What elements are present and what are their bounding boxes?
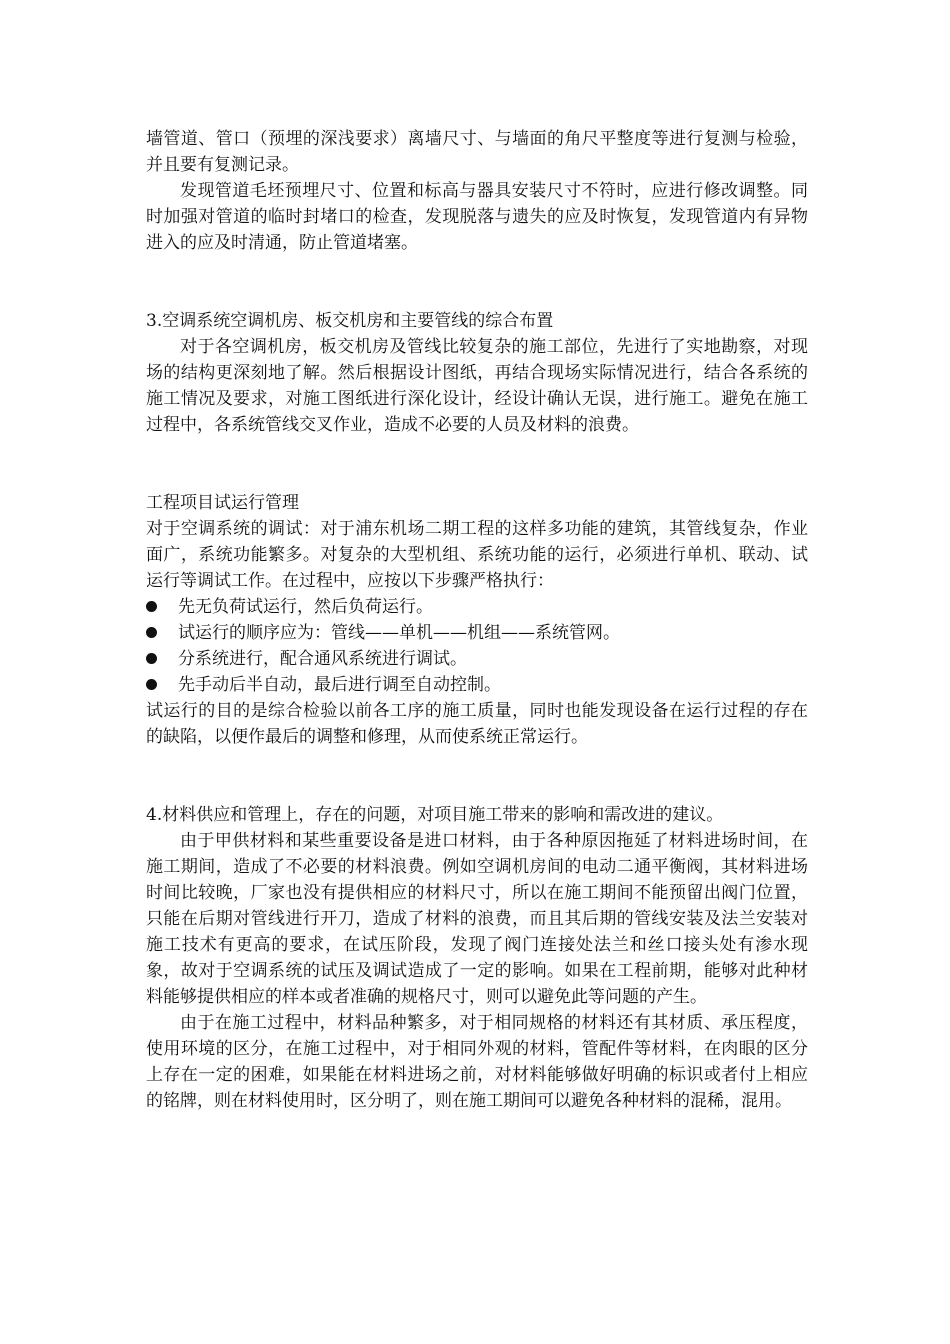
trial-steps-list: [146, 594, 808, 698]
list-item: [146, 672, 808, 698]
paragraph-material-labeling: 由于在施工过程中，材料品种繁多，对于相同规格的材料还有其材质、承压程度，使用环境的区分，在施工过程中，对于相同外观的材料，管配件等材料，在肉眼的区分上存在一定的困难，如果能在材料进场之前，对材料能够做好明确的标识或者付上相应的铭牌，则在材料使用时，区分明了，则在施工期间可以避免各种材料的混稀，混用。: [146, 1013, 808, 1111]
list-item: [146, 646, 808, 672]
list-item: [146, 620, 808, 646]
document-page: [146, 126, 808, 1114]
section-3-heading: 3.空调系统空调机房、板交机房和主要管线的综合布置: [146, 311, 554, 331]
section-4-heading: 4.材料供应和管理上，存在的问题，对项目施工带来的影响和需改进的建议。: [146, 805, 724, 825]
paragraph-trial-intro: 对于空调系统的调试：对于浦东机场二期工程的这样多功能的建筑，其管线复杂，作业面广，系统功能繁多。对复杂的大型机组、系统功能的运行，必须进行单机、联动、试运行等调试工作。在过程中，应按以下步骤严格执行：: [146, 519, 808, 591]
trial-run-heading: 工程项目试运行管理: [146, 493, 299, 513]
paragraph-room-layout: 对于各空调机房，板交机房及管线比较复杂的施工部位，先进行了实地勘察，对现场的结构更深刻地了解。然后根据设计图纸，再结合现场实际情况进行，结合各系统的施工情况及要求，对施工图纸进行深化设计，经设计确认无误，进行施工。避免在施工过程中，各系统管线交叉作业，造成不必要的人员及材料的浪费。: [146, 337, 808, 435]
bullet-icon: [146, 627, 157, 638]
paragraph-pipe-adjust: 发现管道毛坯预埋尺寸、位置和标高与器具安装尺寸不符时，应进行修改调整。同时加强对管道的临时封堵口的检查，发现脱落与遗失的应及时恢复，发现管道内有异物进入的应及时清通，防止管道堵塞。: [146, 181, 808, 253]
list-item-text: 分系统进行，配合通风系统进行调试。: [178, 649, 467, 669]
list-item: [146, 594, 808, 620]
bullet-icon: [146, 653, 157, 664]
paragraph-pipe-recheck: 墙管道、管口（预埋的深浅要求）离墙尺寸、与墙面的角尺平整度等进行复测与检验，并且要有复测记录。: [146, 129, 808, 175]
bullet-icon: [146, 679, 157, 690]
paragraph-trial-purpose: 试运行的目的是综合检验以前各工序的施工质量，同时也能发现设备在运行过程的存在的缺陷，以便作最后的调整和修理，从而使系统正常运行。: [146, 701, 808, 747]
list-item-text: 先手动后半自动，最后进行调至自动控制。: [178, 675, 501, 695]
list-item-text: 先无负荷试运行，然后负荷运行。: [178, 597, 433, 617]
bullet-icon: [146, 601, 157, 612]
section-gap: [146, 256, 808, 308]
paragraph-material-delay: 由于甲供材料和某些重要设备是进口材料，由于各种原因拖延了材料进场时间，在施工期间，造成了不必要的材料浪费。例如空调机房间的电动二通平衡阀，其材料进场时间比较晚，厂家也没有提供相应的材料尺寸，所以在施工期间不能预留出阀门位置，只能在后期对管线进行开刀，造成了材料的浪费，而且其后期的管线安装及法兰安装对施工技术有更高的要求，在试压阶段，发现了阀门连接处法兰和丝口接头处有渗水现象，故对于空调系统的试压及调试造成了一定的影响。如果在工程前期，能够对此种材料能够提供相应的样本或者准确的规格尺寸，则可以避免此等问题的产生。: [146, 831, 808, 1007]
list-item-text: 试运行的顺序应为：管线——单机——机组——系统管网。: [178, 623, 620, 643]
section-gap: [146, 438, 808, 490]
section-gap: [146, 750, 808, 802]
